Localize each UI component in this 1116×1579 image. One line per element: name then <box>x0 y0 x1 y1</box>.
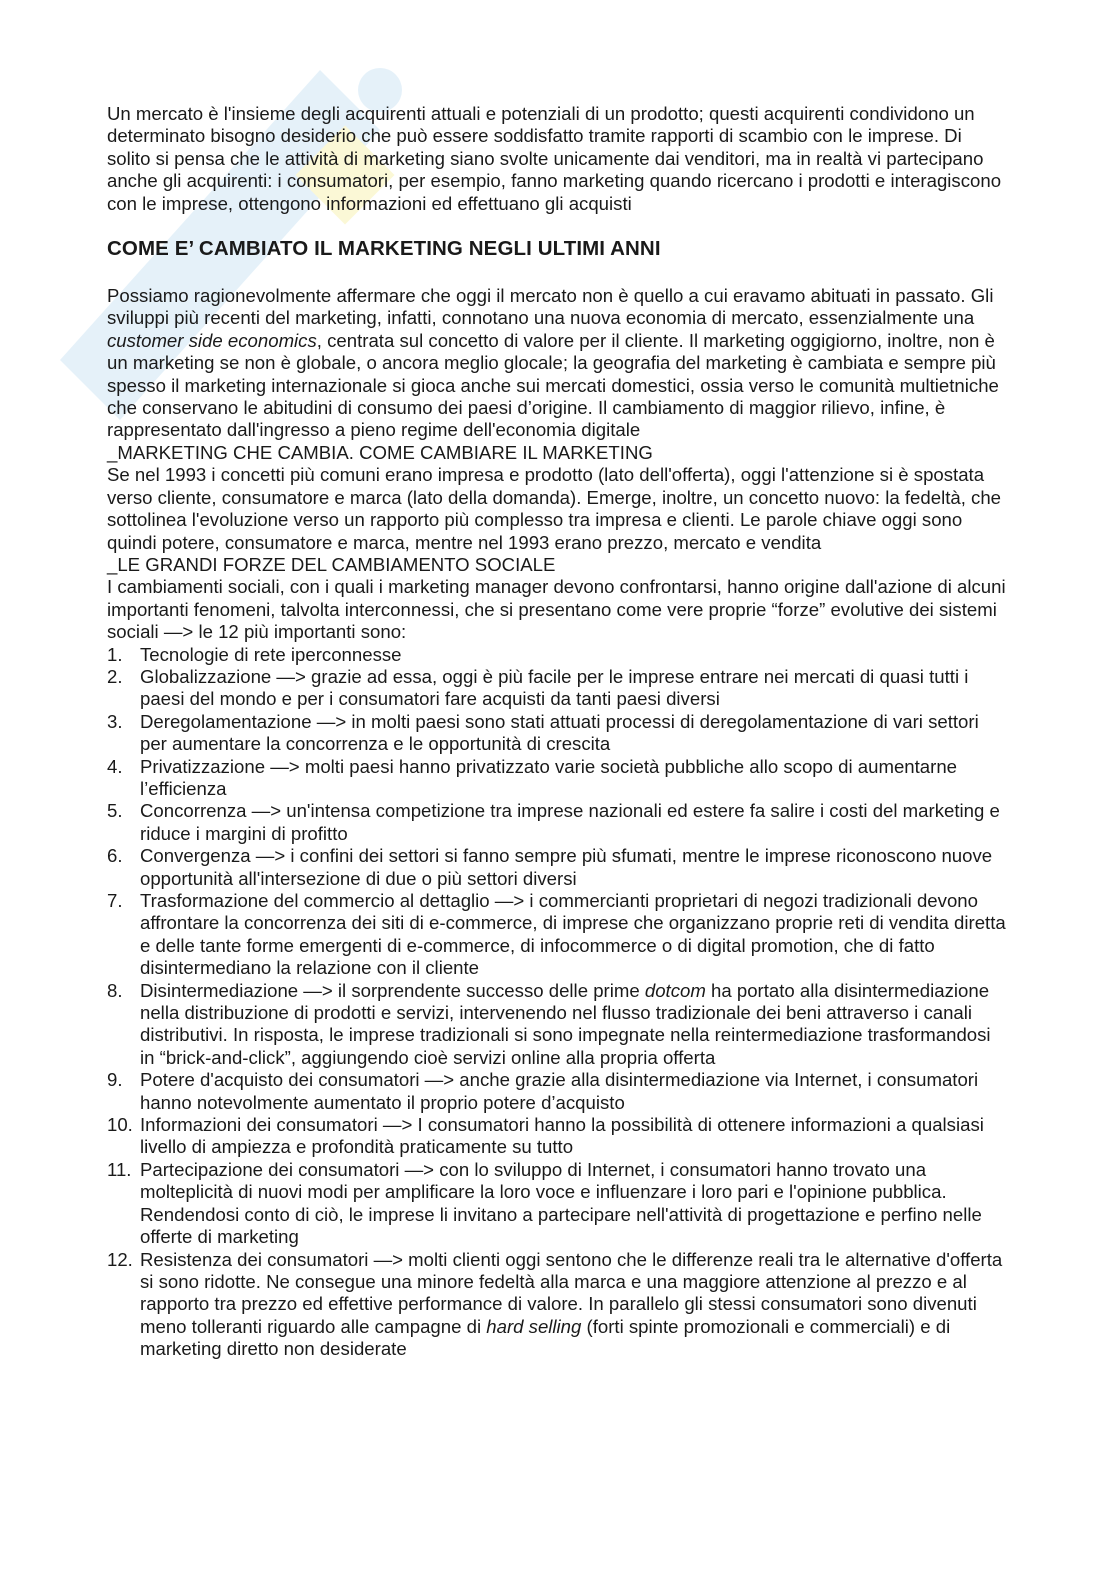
list-number: 1. <box>107 643 123 665</box>
list-text-italic: dotcom <box>644 979 706 1001</box>
document-page <box>107 103 1007 1361</box>
list-item <box>107 711 1007 756</box>
list-item <box>107 800 1007 845</box>
subheading-grandi-forze: _LE GRANDI FORZE DEL CAMBIAMENTO SOCIALE <box>107 553 556 575</box>
list-item <box>107 1159 1007 1249</box>
list-number: 2. <box>107 665 123 687</box>
list-number: 8. <box>107 979 123 1001</box>
list-item <box>107 1249 1007 1361</box>
paragraph-cambiamento-part1: Possiamo ragionevolmente affermare che oggi il mercato non è quello a cui eravamo abituati in passato. Gli sviluppi più recenti del marketing, infatti, connotano una nuova economia di mercato, essenzialmente una <box>107 285 994 329</box>
list-number: 11. <box>107 1158 132 1180</box>
list-number: 3. <box>107 710 123 732</box>
list-text-post: (forti spinte promozionali e commerciali) e di marketing diretto non desiderate <box>140 1315 951 1360</box>
list-text-pre: Resistenza dei consumatori —> molti clienti oggi sentono che le differenze reali tra le alternative d'offerta si sono ridotte. Ne consegue una minore fedeltà alla marca e una maggiore attenzione al prezzo e al rapporto tra prezzo ed effettive performance di valore. In parallelo gli stessi consumatori sono divenuti meno tolleranti riguardo alle campagne di <box>140 1248 1003 1337</box>
list-item <box>107 890 1007 980</box>
list-text: Potere d'acquisto dei consumatori —> anche grazie alla disintermediazione via Internet, i consumatori hanno notevolmente aumentato il proprio potere d’acquisto <box>140 1069 979 1113</box>
list-item <box>107 980 1007 1070</box>
list-number: 10. <box>107 1114 133 1136</box>
list-number: 12. <box>107 1248 133 1270</box>
paragraph-cambiamento-italic: customer side economics <box>107 329 317 351</box>
section-heading: COME E’ CAMBIATO IL MARKETING NEGLI ULTIMI ANNI <box>107 237 661 261</box>
list-item <box>107 756 1007 801</box>
list-item <box>107 1114 1007 1159</box>
list-text-italic: hard selling <box>486 1315 582 1337</box>
list-number: 9. <box>107 1069 123 1091</box>
paragraph-1993: Se nel 1993 i concetti più comuni erano impresa e prodotto (lato dell'offerta), oggi l'attenzione si è spostata verso cliente, consumatore e marca (lato della domanda). Emerge, inoltre, un concetto nuovo: la fedeltà, che sottolinea l'evoluzione verso un rapporto più complesso tra impresa e clienti. Le parole chiave oggi sono quindi potere, consumatore e marca, mentre nel 1993 erano prezzo, mercato e vendita <box>107 464 1002 553</box>
forces-list <box>107 644 1007 1361</box>
paragraph-mercato: Un mercato è l'insieme degli acquirenti attuali e potenziali di un prodotto; questi acquirenti condividono un determinato bisogno desiderio che può essere soddisfatto tramite rapporti di scambio con le imprese. Di solito si pensa che le attività di marketing siano svolte unicamente dai venditori, ma in realtà vi partecipano anche gli acquirenti: i consumatori, per esempio, fanno marketing quando ricercano i prodotti e interagiscono con le imprese, ottengono informazioni ed effettuano gli acquisti <box>107 103 1002 214</box>
list-item <box>107 845 1007 890</box>
list-number: 4. <box>107 755 123 777</box>
paragraph-cambiamento <box>107 285 1007 442</box>
list-text: Concorrenza —> un'intensa competizione tra imprese nazionali ed estere fa salire i costi del marketing e riduce i margini di profitto <box>140 800 1000 844</box>
list-text: Deregolamentazione —> in molti paesi sono stati attuati processi di deregolamentazione di vari settori per aumentare la concorrenza e le opportunità di crescita <box>140 710 979 755</box>
list-number: 7. <box>107 890 123 911</box>
list-text: Informazioni dei consumatori —> I consumatori hanno la possibilità di ottenere informazioni a qualsiasi livello di ampiezza e profondità praticamente su tutto <box>140 1114 984 1158</box>
list-item <box>107 1069 1007 1114</box>
list-text: Partecipazione dei consumatori —> con lo sviluppo di Internet, i consumatori hanno trovato una molteplicità di nuovi modi per amplificare la loro voce e influenzare i loro pari e l'opinione pubblica. Rendendosi conto di ciò, le imprese li invitano a partecipare nell'attività di progettazione e perfino nelle offerte di marketing <box>140 1158 982 1248</box>
list-text: Globalizzazione —> grazie ad essa, oggi è più facile per le imprese entrare nei mercati di quasi tutti i paesi del mondo e per i consumatori fare acquisti da tanti paesi diversi <box>140 665 969 710</box>
list-text: Trasformazione del commercio al dettaglio —> i commercianti proprietari di negozi tradizionali devono affrontare la concorrenza dei siti di e-commerce, di imprese che organizzano proprie reti di vendita diretta e delle tante forme emergenti di e-commerce, di infocommerce o di digital promotion, che di fatto disintermediano la relazione con il cliente <box>140 890 1006 979</box>
list-text: Privatizzazione —> molti paesi hanno privatizzato varie società pubbliche allo scopo di aumentarne l’efficienza <box>140 755 958 799</box>
paragraph-cambiamento-part2: , centrata sul concetto di valore per il cliente. Il marketing oggigiorno, inoltre, non è un marketing se non è globale, o ancora meglio glocale; la geografia del marketing è cambiata e sempre più spesso il marketing internazionale si gioca anche sui mercati domestici, ossia verso le comunità multietniche che conservano le abitudini di consumo dei paesi d’origine. Il cambiamento di maggior rilievo, infine, è rappresentato dall'ingresso a pieno regime dell'economia digitale <box>107 329 999 441</box>
list-text: Convergenza —> i confini dei settori si fanno sempre più sfumati, mentre le imprese riconoscono nuove opportunità all'intersezione di due o più settori diversi <box>140 845 993 889</box>
list-text-post: ha portato alla disintermediazione nella distribuzione di prodotti e servizi, intervenendo nel flusso tradizionale dei beni attraverso i canali distributivi. In risposta, le imprese tradizionali si sono impegnate nella reintermediazione trasformandosi in “brick-and-click”, aggiungendo cioè servizi online alla propria offerta <box>140 979 991 1068</box>
list-number: 5. <box>107 800 123 822</box>
subheading-marketing-che-cambia: _MARKETING CHE CAMBIA. COME CAMBIARE IL MARKETING <box>107 441 653 463</box>
list-item <box>107 666 1007 711</box>
list-number: 6. <box>107 845 123 867</box>
list-text-pre: Disintermediazione —> il sorprendente successo delle prime <box>140 979 645 1001</box>
list-item <box>107 644 1007 666</box>
paragraph-forze: I cambiamenti sociali, con i quali i marketing manager devono confrontarsi, hanno origine dall'azione di alcuni importanti fenomeni, talvolta interconnessi, che si presentano come vere proprie “forze” evolutive dei sistemi sociali —> le 12 più importanti sono: <box>107 576 1006 643</box>
list-text: Tecnologie di rete iperconnesse <box>140 643 402 665</box>
